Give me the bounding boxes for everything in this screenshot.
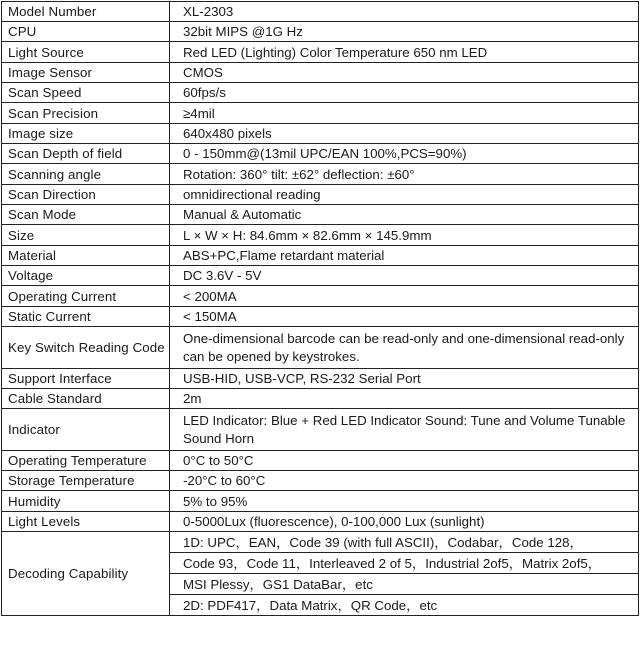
spec-value: < 150MA [170,307,639,327]
spec-value: CMOS [170,63,639,83]
table-row [2,369,639,389]
table-row [2,246,639,266]
spec-label: Voltage [2,266,170,286]
table-row [2,266,639,286]
spec-value: DC 3.6V - 5V [170,266,639,286]
decoding-line: Code 93，Code 11，Interleaved 2 of 5，Industrial 2of5，Matrix 2of5， [170,553,639,574]
spec-label: Key Switch Reading Code [2,327,170,369]
spec-label: Scanning angle [2,164,170,185]
table-row [2,225,639,246]
table-row [2,512,639,532]
spec-value: omnidirectional reading [170,185,639,205]
decoding-line: 1D: UPC，EAN，Code 39 (with full ASCII)，Codabar，Code 128， [170,532,639,553]
spec-label: Scan Mode [2,205,170,225]
spec-value: 60fps/s [170,83,639,103]
spec-value: Red LED (Lighting) Color Temperature 650 nm LED [170,42,639,63]
table-row [2,42,639,63]
decoding-label: Decoding Capability [2,532,170,616]
spec-value: One-dimensional barcode can be read-only and one-dimensional read-only can be opened by keystrokes. [170,327,639,369]
spec-label: Size [2,225,170,246]
spec-value: -20°C to 60°C [170,471,639,491]
spec-label: Static Current [2,307,170,327]
spec-label: Scan Depth of field [2,144,170,164]
spec-label: Model Number [2,2,170,22]
spec-label: Image size [2,124,170,144]
spec-value: < 200MA [170,286,639,307]
table-row [2,307,639,327]
table-row [2,491,639,512]
spec-value: 5% to 95% [170,491,639,512]
spec-label: Scan Direction [2,185,170,205]
spec-value: 2m [170,389,639,409]
spec-value: 640x480 pixels [170,124,639,144]
spec-label: Image Sensor [2,63,170,83]
spec-label: Light Source [2,42,170,63]
spec-sheet [1,1,639,647]
table-row [2,327,639,369]
spec-value: 0-5000Lux (fluorescence), 0-100,000 Lux (sunlight) [170,512,639,532]
table-row [2,124,639,144]
table-row [2,409,639,451]
table-row [2,144,639,164]
table-row [2,451,639,471]
spec-label: CPU [2,22,170,42]
decoding-line: MSI Plessy，GS1 DataBar，etc [170,574,639,595]
spec-value: Manual & Automatic [170,205,639,225]
spec-label: Scan Speed [2,83,170,103]
spec-value: XL-2303 [170,2,639,22]
spec-label: Material [2,246,170,266]
spec-value: USB-HID, USB-VCP, RS-232 Serial Port [170,369,639,389]
spec-value: 0 - 150mm@(13mil UPC/EAN 100%,PCS=90%) [170,144,639,164]
table-row [2,22,639,42]
spec-value: 0°C to 50°C [170,451,639,471]
spec-table [1,1,639,616]
spec-label: Operating Temperature [2,451,170,471]
table-row [2,389,639,409]
table-row [2,205,639,225]
table-row [2,532,639,553]
spec-value: 32bit MIPS @1G Hz [170,22,639,42]
spec-label: Cable Standard [2,389,170,409]
table-row [2,83,639,103]
table-row [2,185,639,205]
spec-label: Scan Precision [2,103,170,124]
spec-label: Indicator [2,409,170,451]
spec-value: ≥4mil [170,103,639,124]
table-row [2,103,639,124]
spec-value: LED Indicator: Blue + Red LED Indicator Sound: Tune and Volume Tunable Sound Horn [170,409,639,451]
decoding-line: 2D: PDF417，Data Matrix，QR Code，etc [170,595,639,616]
spec-label: Operating Current [2,286,170,307]
table-row [2,2,639,22]
spec-label: Storage Temperature [2,471,170,491]
spec-value: ABS+PC,Flame retardant material [170,246,639,266]
spec-value: L × W × H: 84.6mm × 82.6mm × 145.9mm [170,225,639,246]
spec-label: Light Levels [2,512,170,532]
table-row [2,471,639,491]
spec-label: Humidity [2,491,170,512]
table-row [2,164,639,185]
spec-value: Rotation: 360° tilt: ±62° deflection: ±60° [170,164,639,185]
spec-label: Support Interface [2,369,170,389]
table-row [2,286,639,307]
table-row [2,63,639,83]
